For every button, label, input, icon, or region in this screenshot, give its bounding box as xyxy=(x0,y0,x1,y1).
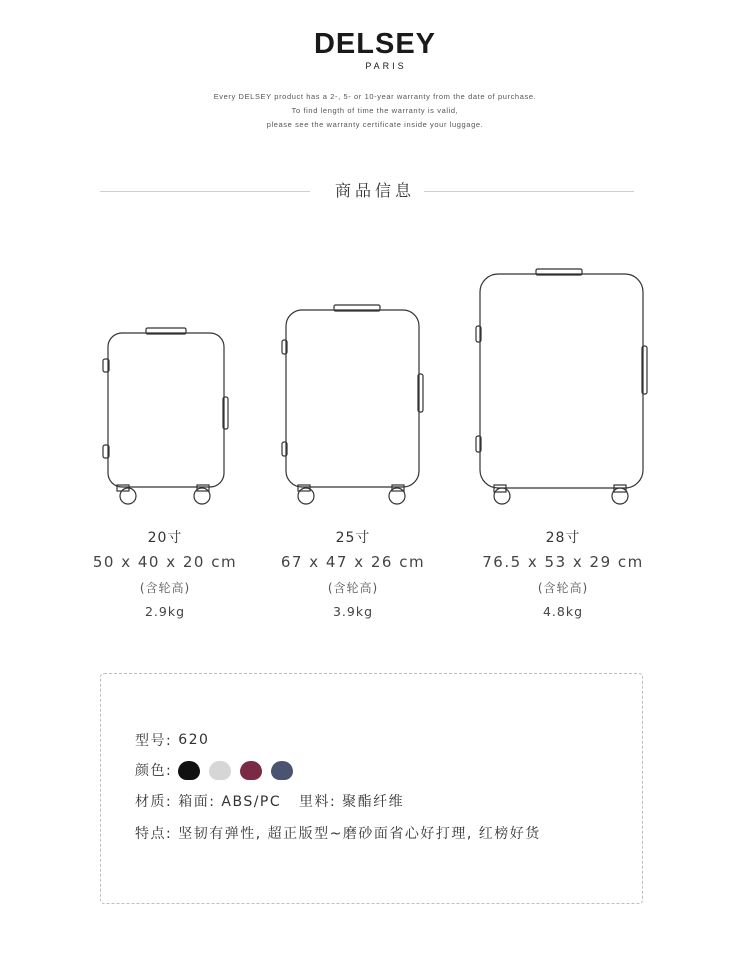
feature-value: 坚韧有弹性, 超正版型~磨砂面省心好打理, 红榜好货 xyxy=(178,826,541,842)
spec-dimensions: 67 x 47 x 26 cm xyxy=(280,553,426,571)
suitcase-20-illustration xyxy=(100,325,230,510)
spec-size: 25寸 xyxy=(335,530,371,546)
spec-note: (含轮高) xyxy=(537,581,589,595)
spec-28 xyxy=(453,527,673,619)
spec-weight: 2.9kg xyxy=(144,604,186,619)
spec-weight: 3.9kg xyxy=(332,604,374,619)
spec-note: (含轮高) xyxy=(327,581,379,595)
warranty-line-3: please see the warranty certificate inside your luggage. xyxy=(266,120,484,129)
section-title: 商品信息 xyxy=(334,181,415,200)
spec-weight: 4.8kg xyxy=(542,604,584,619)
spec-size: 28寸 xyxy=(545,530,581,546)
material-row xyxy=(135,791,404,811)
spec-dimensions: 76.5 x 53 x 29 cm xyxy=(482,553,644,571)
color-swatch-black[interactable] xyxy=(178,761,200,780)
suitcase-25-illustration xyxy=(280,302,430,510)
color-swatch-silver[interactable] xyxy=(209,761,231,780)
feature-row xyxy=(135,823,541,843)
spec-size: 20寸 xyxy=(147,530,183,546)
spec-note: (含轮高) xyxy=(139,581,191,595)
model-label: 型号: xyxy=(135,733,173,749)
warranty-line-2: To find length of time the warranty is valid, xyxy=(291,106,459,115)
spec-dimensions: 50 x 40 x 20 cm xyxy=(92,553,238,571)
color-label: 颜色: xyxy=(135,763,173,779)
color-swatch-burgundy[interactable] xyxy=(240,761,262,780)
warranty-line-1: Every DELSEY product has a 2-, 5- or 10-year warranty from the date of purchase. xyxy=(213,92,537,101)
brand-logo: DELSEY xyxy=(313,28,437,60)
brand-subtitle: PARIS xyxy=(365,61,407,71)
color-swatch-navy[interactable] xyxy=(271,761,293,780)
model-value: 620 xyxy=(178,732,210,748)
material-label: 材质: xyxy=(135,794,173,810)
product-info-box xyxy=(100,673,643,904)
feature-label: 特点: xyxy=(135,826,173,842)
section-rule-right xyxy=(424,191,634,192)
color-row xyxy=(135,760,302,780)
spec-25 xyxy=(243,527,463,619)
spec-20 xyxy=(55,527,275,619)
material-value: 箱面: ABS/PC 里料: 聚酯纤维 xyxy=(178,794,405,810)
model-row xyxy=(135,730,209,750)
suitcase-28-illustration xyxy=(474,266,654,511)
